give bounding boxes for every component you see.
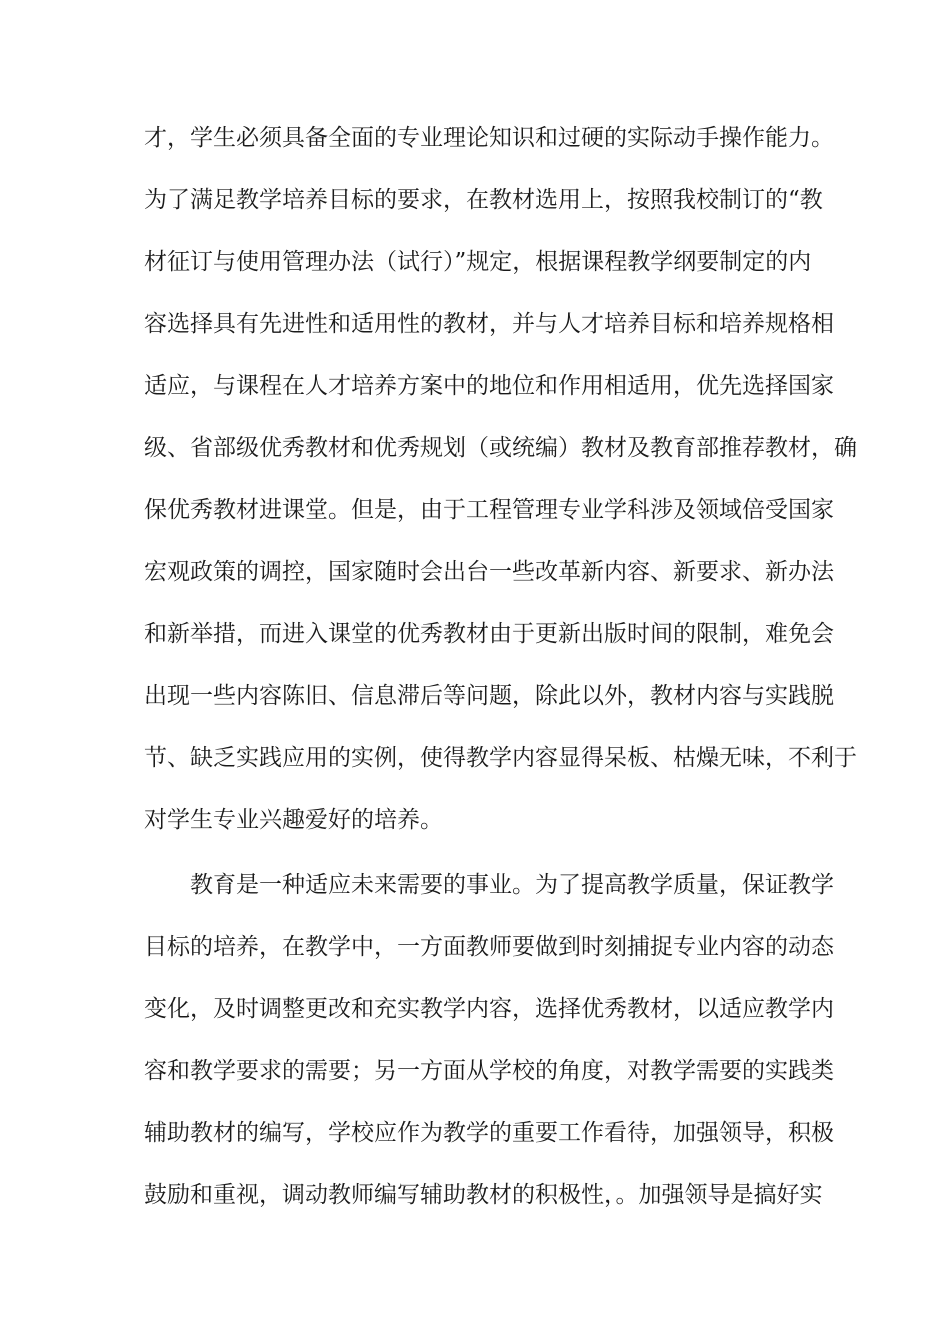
paragraph-1-line-11: 节、缺乏实践应用的实例，使得教学内容显得呆板、枯燥无味，不利于 — [144, 745, 857, 771]
paragraph-1-line-8: 宏观政策的调控，国家随时会出台一些改革新内容、新要求、新办法 — [144, 559, 834, 585]
paragraph-1-line-1: 才，学生必须具备全面的专业理论知识和过硬的实际动手操作能力。 — [144, 125, 834, 151]
paragraph-2-line-2: 目标的培养，在教学中，一方面教师要做到时刻捕捉专业内容的动态 — [144, 934, 834, 960]
paragraph-2-line-4: 容和教学要求的需要；另一方面从学校的角度，对教学需要的实践类 — [144, 1058, 834, 1084]
paragraph-2-line-3: 变化，及时调整更改和充实教学内容，选择优秀教材，以适应教学内 — [144, 996, 834, 1022]
paragraph-1-line-3: 材征订与使用管理办法（试行）”规定，根据课程教学纲要制定的内 — [144, 249, 812, 275]
paragraph-1-line-10: 出现一些内容陈旧、信息滞后等问题，除此以外，教材内容与实践脱 — [144, 683, 834, 709]
paragraph-1-line-12: 对学生专业兴趣爱好的培养。 — [144, 807, 443, 833]
paragraph-1-line-2: 为了满足教学培养目标的要求，在教材选用上，按照我校制订的“教 — [144, 187, 823, 213]
paragraph-2-line-5: 辅助教材的编写，学校应作为教学的重要工作看待，加强领导，积极 — [144, 1120, 834, 1146]
paragraph-2-line-1: 教育是一种适应未来需要的事业。为了提高教学质量，保证教学 — [190, 872, 834, 898]
paragraph-1-line-7: 保优秀教材进课堂。但是，由于工程管理专业学科涉及领域倍受国家 — [144, 497, 834, 523]
paragraph-1-line-6: 级、省部级优秀教材和优秀规划（或统编）教材及教育部推荐教材，确 — [144, 435, 857, 461]
paragraph-1-line-5: 适应，与课程在人才培养方案中的地位和作用相适用，优先选择国家 — [144, 373, 834, 399]
paragraph-2-line-6: 鼓励和重视，调动教师编写辅助教材的积极性，。加强领导是搞好实 — [144, 1182, 823, 1208]
paragraph-1-line-4: 容选择具有先进性和适用性的教材，并与人才培养目标和培养规格相 — [144, 311, 834, 337]
paragraph-1-line-9: 和新举措，而进入课堂的优秀教材由于更新出版时间的限制，难免会 — [144, 621, 834, 647]
